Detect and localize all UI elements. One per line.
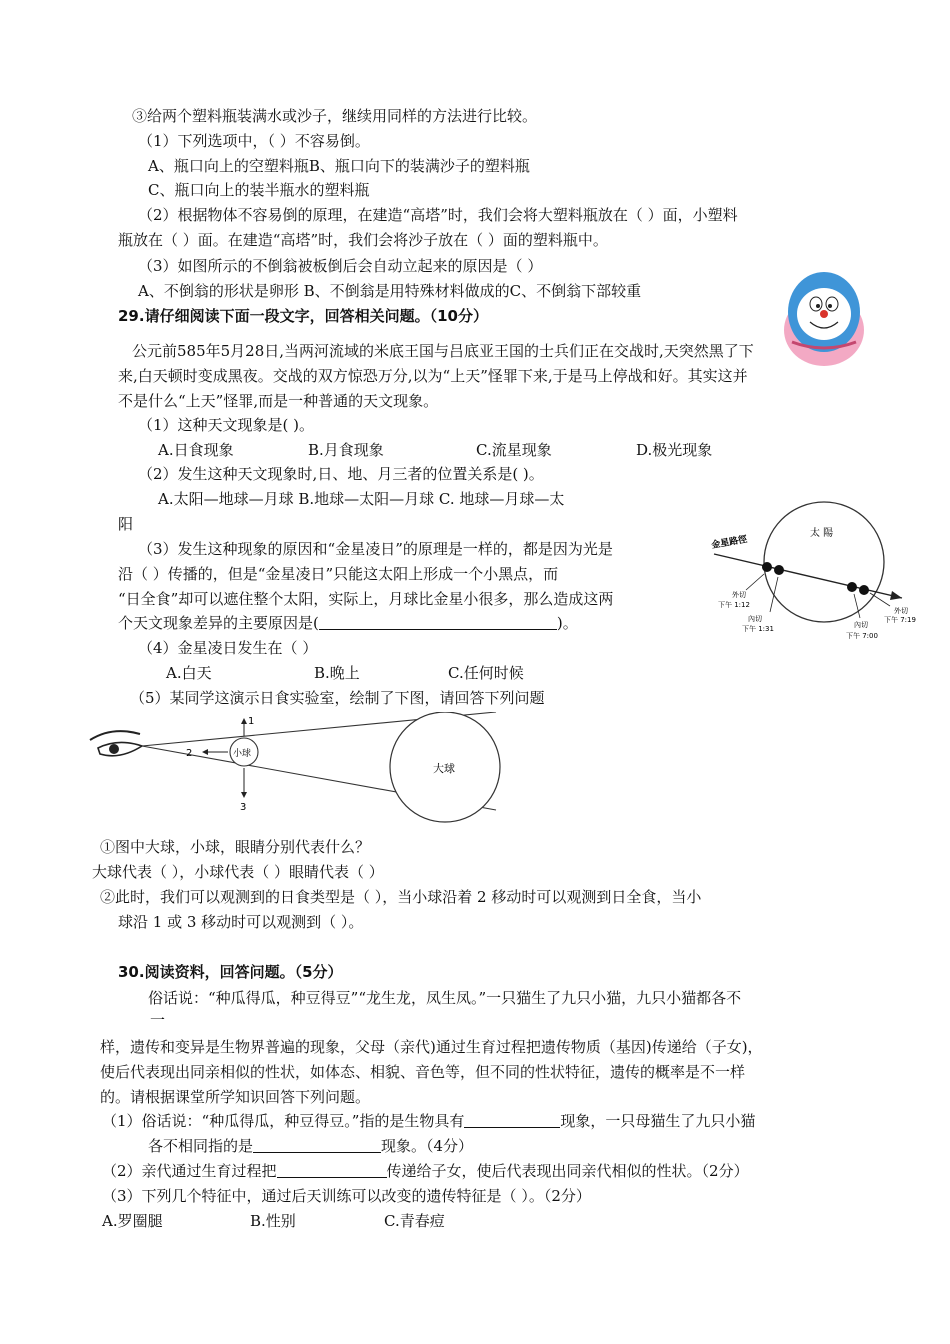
- q29-sub3-line4: [118, 613, 578, 633]
- answer-blank: [277, 1162, 387, 1178]
- big-ball-label: 大球: [433, 762, 455, 775]
- q28-step3: ③给两个塑料瓶装满水或沙子，继续用同样的方法进行比较。: [132, 107, 538, 125]
- move-arrowhead-2: [202, 749, 208, 755]
- q28-sub3: （3）如图所示的不倒翁被板倒后会自动立起来的原因是（ ）: [138, 257, 543, 275]
- q30-para-line4: 的。请根据课堂所学知识回答下列问题。: [100, 1088, 371, 1106]
- contact-pointer: [746, 574, 764, 590]
- q29-sub5-c2-line1: ②此时，我们可以观测到的日食类型是（ ），当小球沿着 2 移动时可以观测到日全食，当小: [100, 888, 702, 906]
- answer-blank: [464, 1112, 560, 1128]
- q30-sub2-text-b: 传递给子女，使后代表现出同亲代相似的性状。（2分）: [386, 1162, 749, 1180]
- roly-poly-toy-icon: [784, 272, 864, 366]
- q29-sub3-line3: “日全食”却可以遮住整个太阳，实际上，月球比金星小很多，那么造成这两: [118, 590, 614, 608]
- q29-sub4-option-c: C.任何时候: [448, 664, 524, 682]
- q29-sub4: （4）金星凌日发生在（ ）: [138, 639, 318, 657]
- q29-sub3-line2: 沿（ ）传播的，但是“金星凌日”只能这太阳上形成一个小黑点，而: [118, 565, 559, 583]
- venus-path-label: 金星路徑: [710, 534, 748, 551]
- q29-sub2: （2）发生这种天文现象时,日、地、月三者的位置关系是( )。: [138, 465, 544, 483]
- venus-dot: [859, 585, 869, 595]
- q30-sub1-line1: [102, 1111, 755, 1131]
- answer-blank: [253, 1137, 381, 1153]
- move-arrowhead-3: [241, 792, 247, 798]
- contact-label: 內切: [854, 621, 868, 629]
- q29-sub1-option-c: C.流星现象: [476, 441, 552, 459]
- q29-sub5-c1-answers: 大球代表（ ），小球代表（ ）眼睛代表（ ）: [92, 863, 384, 881]
- q30-sub3-option-c: C.青春痘: [384, 1212, 445, 1230]
- q29-sub2-options: A.太阳—地球—月球 B.地球—太阳—月球 C. 地球—月球—太: [158, 490, 565, 508]
- contact-time: 下午 1:12: [718, 601, 750, 609]
- q29-sub3-line4-text: 个天文现象差异的主要原因是(: [118, 614, 319, 632]
- q29-sub4-option-a: A.白天: [166, 664, 212, 682]
- q29-sub5-c1: ①图中大球，小球，眼睛分别代表什么？: [100, 838, 371, 856]
- contact-pointer: [770, 577, 778, 612]
- q30-sub1-text-c: 各不相同指的是: [148, 1137, 254, 1155]
- venus-dot: [762, 562, 772, 572]
- q28-sub1-options-ab: A、瓶口向上的空塑料瓶B、瓶口向下的装满沙子的塑料瓶: [148, 157, 530, 175]
- q30-sub3-option-b: B.性别: [250, 1212, 296, 1230]
- q29-para-line1: 公元前585年5月28日,当两河流域的米底王国与吕底亚王国的士兵们正在交战时,天突然黑了下: [132, 342, 754, 360]
- q30-sub1-text-b: 现象，一只母猫生了九只小猫: [560, 1112, 756, 1130]
- sun-label: 太 陽: [810, 528, 834, 539]
- contact-label: 內切: [748, 615, 762, 623]
- q29-sub1: （1）这种天文现象是( )。: [138, 416, 315, 434]
- q30-sub1-text-d: 现象。（4分）: [381, 1137, 474, 1155]
- small-ball-label: 小球: [233, 749, 252, 759]
- venus-transit-diagram: [706, 490, 926, 650]
- q30-sub2-text-a: （2）亲代通过生育过程把: [102, 1162, 277, 1180]
- q28-sub2-line1: （2）根据物体不容易倒的原理，在建造“高塔”时，我们会将大塑料瓶放在（ ）面，小塑料: [138, 206, 738, 224]
- answer-blank: [319, 614, 557, 630]
- q30-title: 30.阅读资料，回答问题。（5分）: [118, 963, 343, 981]
- contact-label: 外切: [894, 607, 908, 615]
- q29-sub3-line1: （3）发生这种现象的原因和“金星凌日”的原理是一样的，都是因为光是: [138, 540, 613, 558]
- q30-sub3-option-a: A.罗圈腿: [102, 1212, 163, 1230]
- q30-para-line3: 使后代表现出同亲相似的性状，如体态、相貌、音色等，但不同的性状特征，遗传的概率是不一样: [100, 1063, 746, 1081]
- q30-sub2: [102, 1161, 749, 1181]
- q28-sub1-option-c: C、瓶口向上的装半瓶水的塑料瓶: [148, 181, 370, 199]
- roly-poly-toy-image: [778, 268, 870, 368]
- contact-pointer: [854, 594, 860, 618]
- venus-path-arrowhead: [890, 591, 902, 600]
- venus-dot: [847, 582, 857, 592]
- move-arrowhead-1: [241, 718, 247, 724]
- q30-para-line1: 俗话说：“种瓜得瓜，种豆得豆”“龙生龙，凤生凤。”一只猫生了九只小猫，九只小猫都各不: [148, 989, 742, 1007]
- q30-para-line2: 样，遗传和变异是生物界普遍的现象，父母（亲代)通过生育过程把遗传物质（基因)传递给（子女)，: [100, 1038, 763, 1056]
- move-label-1: 1: [248, 716, 255, 727]
- contact-label: 外切: [732, 591, 746, 599]
- q29-sub1-option-b: B.月食现象: [308, 441, 384, 459]
- q29-sub1-option-d: D.极光现象: [636, 441, 713, 459]
- sun-circle: [764, 502, 884, 622]
- q29-sub2-options-cont: 阳: [118, 515, 134, 533]
- eye-icon: [90, 731, 142, 756]
- q29-sub5-c2-line2: 球沿 1 或 3 移动时可以观测到（ ）。: [118, 913, 364, 931]
- contact-time: 下午 7:19: [884, 616, 916, 624]
- q28-sub3-options: A、不倒翁的形状是卵形 B、不倒翁是用特殊材料做成的C、不倒翁下部较重: [138, 282, 642, 300]
- q29-sub5: （5）某同学这演示日食实验室，绘制了下图，请回答下列问题: [130, 689, 545, 707]
- venus-dot: [774, 565, 784, 575]
- q28-sub2-line2: 瓶放在（ ）面。在建造“高塔”时，我们会将沙子放在（ ）面的塑料瓶中。: [118, 231, 608, 249]
- q30-sub3: （3）下列几个特征中，通过后天训练可以改变的遗传特征是（ ）。（2分）: [102, 1187, 591, 1205]
- q29-sub3-line4-end: )。: [556, 614, 578, 632]
- q30-sub1-text-a: （1）俗话说：“种瓜得瓜，种豆得豆。”指的是生物具有: [102, 1112, 465, 1130]
- contact-time: 下午 1:31: [742, 625, 774, 633]
- q29-title: 29.请仔细阅读下面一段文字，回答相关问题。（10分）: [118, 307, 488, 325]
- q29-para-line2: 来,白天顿时变成黑夜。交战的双方惊恐万分,以为“上天”怪罪下来,于是马上停战和好。其实这并: [118, 367, 748, 385]
- q28-sub1: （1）下列选项中，（ ）不容易倒。: [138, 132, 370, 150]
- q29-sub1-option-a: A.日食现象: [158, 441, 234, 459]
- q30-sub1-line2: [148, 1136, 473, 1156]
- move-label-3: 3: [240, 802, 247, 813]
- q29-para-line3: 不是什么“上天”怪罪,而是一种普通的天文现象。: [118, 392, 439, 410]
- q29-sub4-option-b: B.晚上: [314, 664, 360, 682]
- eclipse-demo-diagram: [84, 712, 524, 824]
- q30-para-line1b: 一: [150, 1011, 166, 1029]
- contact-time: 下午 7:00: [846, 632, 878, 640]
- move-label-2: 2: [186, 748, 193, 759]
